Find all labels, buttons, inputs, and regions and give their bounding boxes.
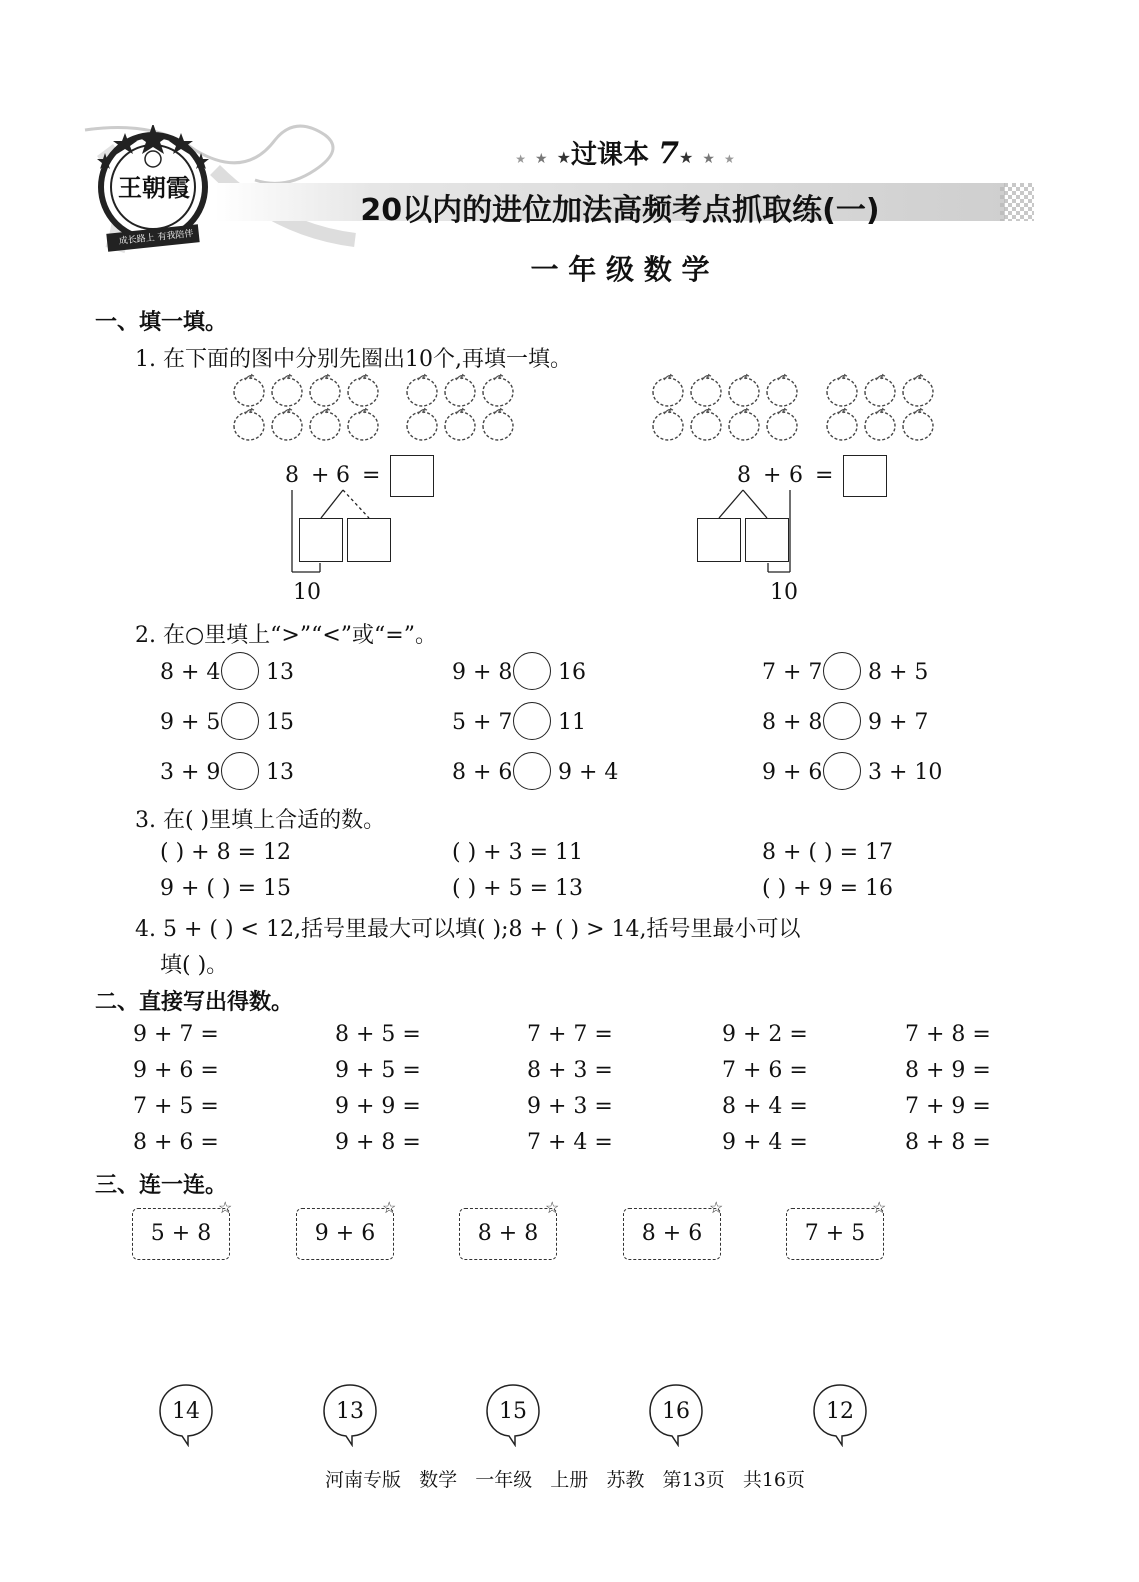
answer-value: 16 — [662, 1399, 690, 1424]
compare-right: 13 — [266, 660, 294, 685]
apple-icon — [691, 408, 721, 440]
calc-item[interactable]: 9 + 6 = — [133, 1058, 219, 1083]
compare-left: 9 + 5 — [160, 710, 221, 735]
apple-icon — [483, 408, 513, 440]
compare-right: 15 — [266, 710, 294, 735]
apple-icon — [653, 408, 683, 440]
compare-right: 8 + 5 — [868, 660, 929, 685]
section-heading: 一、填一填。 — [95, 310, 228, 335]
apple-icon — [272, 374, 302, 406]
compare-circle[interactable] — [823, 652, 861, 690]
compare-right: 3 + 10 — [868, 760, 943, 785]
apple-icon — [653, 374, 683, 406]
compare-right: 11 — [558, 710, 586, 735]
answer-value: 12 — [826, 1399, 854, 1424]
calc-item[interactable]: 8 + 5 = — [335, 1022, 421, 1047]
apple-icon — [445, 374, 475, 406]
calc-item[interactable]: 9 + 7 = — [133, 1022, 219, 1047]
calc-item[interactable]: 7 + 5 = — [133, 1094, 219, 1119]
question-prompt: 1. 在下面的图中分别先圈出10个,再填一填。 — [135, 347, 572, 372]
compare-left: 5 + 7 — [452, 710, 513, 735]
logo-name: 王朝霞 — [118, 173, 190, 202]
compare-circle[interactable] — [221, 652, 259, 690]
section-heading: 二、直接写出得数。 — [95, 990, 294, 1015]
diagram-addend: 8 — [737, 463, 751, 488]
star-icon: ★ — [702, 151, 715, 167]
answer-value: 14 — [172, 1399, 200, 1424]
apple-icon — [348, 374, 378, 406]
checker-decoration — [1000, 183, 1034, 221]
fill-blank-item[interactable]: 9 + ( ) = 15 — [160, 876, 291, 901]
star-icon: ★ — [724, 152, 735, 166]
logo-ribbon-text: 成长路上 有我陪伴 — [118, 229, 194, 247]
apple-icon — [767, 408, 797, 440]
question-prompt-continued[interactable]: 填( )。 — [160, 953, 229, 978]
apple-icon — [903, 374, 933, 406]
calc-item[interactable]: 7 + 6 = — [722, 1058, 808, 1083]
calc-item[interactable]: 9 + 9 = — [335, 1094, 421, 1119]
compare-circle[interactable] — [513, 752, 551, 790]
section-heading: 三、连一连。 — [95, 1173, 228, 1198]
fill-blank-item[interactable]: ( ) + 8 = 12 — [160, 840, 291, 865]
compare-left: 8 + 6 — [452, 760, 513, 785]
apple-icon — [234, 408, 264, 440]
calc-item[interactable]: 8 + 3 = — [527, 1058, 613, 1083]
calc-item[interactable]: 8 + 9 = — [905, 1058, 991, 1083]
fill-blank-item[interactable]: ( ) + 5 = 13 — [452, 876, 583, 901]
compare-left: 3 + 9 — [160, 760, 221, 785]
apple-icon — [407, 408, 437, 440]
apple-icon — [272, 408, 302, 440]
compare-circle[interactable] — [221, 702, 259, 740]
calc-item[interactable]: 9 + 4 = — [722, 1130, 808, 1155]
split-lines — [280, 485, 420, 575]
diagram-operator: = — [815, 463, 834, 488]
apple-icon — [865, 374, 895, 406]
apple-icon — [483, 374, 513, 406]
fill-blank-item[interactable]: ( ) + 9 = 16 — [762, 876, 893, 901]
apple-group — [0, 370, 1139, 445]
compare-left: 8 + 8 — [762, 710, 823, 735]
diagram-addend: 8 — [285, 463, 299, 488]
apple-icon — [827, 408, 857, 440]
apple-icon — [767, 374, 797, 406]
star-icon: ★ — [678, 148, 694, 167]
calc-item[interactable]: 8 + 4 = — [722, 1094, 808, 1119]
compare-circle[interactable] — [513, 702, 551, 740]
calc-item[interactable]: 7 + 8 = — [905, 1022, 991, 1047]
compare-circle[interactable] — [513, 652, 551, 690]
answer-value: 15 — [499, 1399, 527, 1424]
apple-icon — [348, 408, 378, 440]
star-icon: ☆ — [545, 1198, 560, 1217]
calc-item[interactable]: 8 + 6 = — [133, 1130, 219, 1155]
apple-icon — [865, 408, 895, 440]
compare-circle[interactable] — [221, 752, 259, 790]
calc-item[interactable]: 8 + 8 = — [905, 1130, 991, 1155]
calc-item[interactable]: 7 + 7 = — [527, 1022, 613, 1047]
compare-circle[interactable] — [823, 702, 861, 740]
ten-label: 10 — [293, 580, 321, 605]
series-label — [505, 134, 745, 171]
question-prompt: 3. 在( )里填上合适的数。 — [135, 808, 386, 833]
page-subtitle: 一 年 级 数 学 — [530, 253, 710, 286]
answer-bubble[interactable] — [158, 1383, 214, 1443]
answer-bubble[interactable] — [485, 1383, 541, 1443]
diagram-operator: + — [311, 463, 330, 488]
diagram-operator: + — [763, 463, 782, 488]
star-icon: ★ — [556, 148, 572, 167]
apple-icon — [310, 408, 340, 440]
apple-icon — [310, 374, 340, 406]
answer-value: 13 — [336, 1399, 364, 1424]
page-footer: 河南专版 数学 一年级 上册 苏教 第13页 共16页 — [324, 1469, 806, 1491]
compare-left: 9 + 6 — [762, 760, 823, 785]
match-card[interactable]: 9 + 6 — [296, 1208, 394, 1260]
star-icon: ☆ — [709, 1198, 724, 1217]
calc-item[interactable]: 9 + 5 = — [335, 1058, 421, 1083]
match-card[interactable]: 8 + 6 — [623, 1208, 721, 1260]
star-icon: ★ — [535, 151, 548, 167]
compare-left: 9 + 8 — [452, 660, 513, 685]
apple-icon — [234, 374, 264, 406]
compare-left: 7 + 7 — [762, 660, 823, 685]
diagram-addend: 6 — [336, 463, 350, 488]
answer-box[interactable] — [843, 455, 887, 497]
apple-icon — [729, 408, 759, 440]
compare-circle[interactable] — [823, 752, 861, 790]
calc-item[interactable]: 9 + 8 = — [335, 1130, 421, 1155]
fill-blank-item[interactable]: 8 + ( ) = 17 — [762, 840, 893, 865]
apple-icon — [729, 374, 759, 406]
answer-bubble[interactable] — [648, 1383, 704, 1443]
compare-left: 8 + 4 — [160, 660, 221, 685]
compare-right: 13 — [266, 760, 294, 785]
match-card[interactable]: 8 + 8 — [459, 1208, 557, 1260]
compare-right: 9 + 4 — [558, 760, 619, 785]
calc-item[interactable]: 7 + 9 = — [905, 1094, 991, 1119]
answer-bubble[interactable] — [812, 1383, 868, 1443]
apple-icon — [691, 374, 721, 406]
ten-label: 10 — [770, 580, 798, 605]
compare-right: 16 — [558, 660, 586, 685]
compare-right: 9 + 7 — [868, 710, 929, 735]
apple-icon — [827, 374, 857, 406]
diagram-addend: 6 — [789, 463, 803, 488]
page-title: 20以内的进位加法高频考点抓取练(一) — [360, 193, 880, 228]
calc-item[interactable]: 7 + 4 = — [527, 1130, 613, 1155]
star-icon: ☆ — [382, 1198, 397, 1217]
apple-icon — [903, 408, 933, 440]
split-lines — [690, 485, 810, 575]
question-prompt[interactable]: 4. 5 + ( ) < 12,括号里最大可以填( );8 + ( ) > 14,括号里最小可以 — [135, 917, 801, 942]
answer-bubble[interactable] — [322, 1383, 378, 1443]
match-card[interactable]: 7 + 5 — [786, 1208, 884, 1260]
question-prompt: 2. 在○里填上“>”“<”或“=”。 — [135, 623, 437, 648]
calc-item[interactable]: 9 + 3 = — [527, 1094, 613, 1119]
calc-item[interactable]: 9 + 2 = — [722, 1022, 808, 1047]
apple-icon — [445, 408, 475, 440]
star-icon: ☆ — [218, 1198, 233, 1217]
match-card[interactable]: 5 + 8 — [132, 1208, 230, 1260]
star-icon: ★ — [515, 152, 526, 166]
apple-icon — [407, 374, 437, 406]
star-icon: ☆ — [872, 1198, 887, 1217]
diagram-operator: = — [362, 463, 381, 488]
fill-blank-item[interactable]: ( ) + 3 = 11 — [452, 840, 583, 865]
series-text: 过课本 — [571, 140, 650, 170]
series-number: 7 — [658, 136, 679, 171]
